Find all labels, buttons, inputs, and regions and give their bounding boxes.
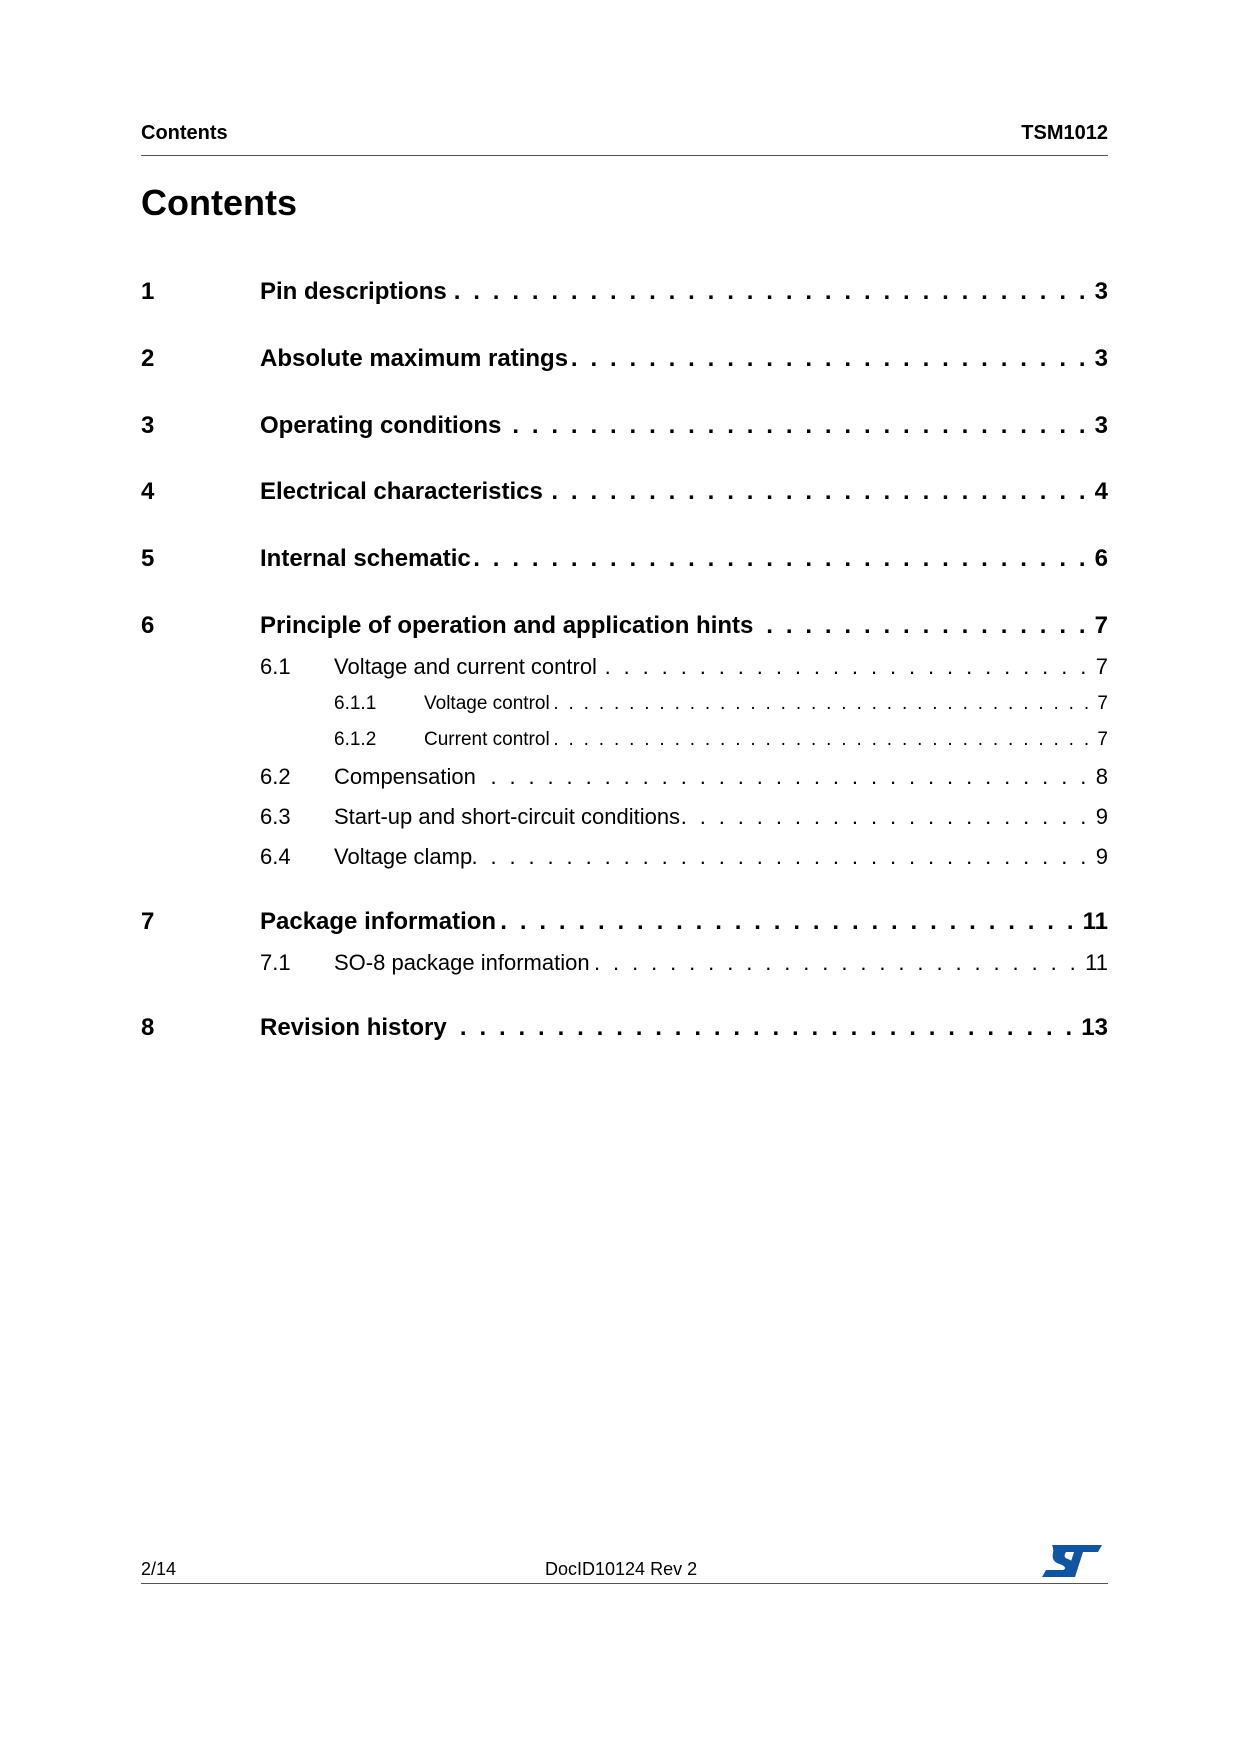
toc-entry-6-1-1[interactable]	[334, 693, 1108, 715]
toc-entry-title: Voltage clamp	[334, 844, 473, 869]
toc-entry-title: Operating conditions	[260, 412, 502, 439]
toc-entry-2[interactable]	[141, 345, 1108, 373]
toc-entry-page: 7	[1094, 612, 1108, 639]
toc-entry-page: 13	[1081, 1014, 1108, 1041]
toc-entry-number: 7.1	[260, 950, 291, 975]
toc-entry-number: 4	[141, 478, 155, 505]
toc-entry-page: 4	[1094, 478, 1108, 505]
toc-entry-4[interactable]	[141, 478, 1108, 506]
toc-leader-dots	[590, 950, 1086, 976]
toc-leader-dots	[550, 729, 1098, 751]
toc-entry-page: 3	[1094, 412, 1108, 439]
toc-entry-number: 6.4	[260, 844, 291, 869]
toc-entry-number: 6	[141, 612, 155, 639]
toc-leader-dots	[501, 412, 1094, 440]
toc-leader-dots	[568, 345, 1095, 373]
toc-entry-6-1-2[interactable]	[334, 729, 1108, 751]
st-logo-icon	[1040, 1543, 1104, 1579]
toc-entry-6-2[interactable]	[260, 764, 1108, 790]
toc-entry-5[interactable]	[141, 545, 1108, 573]
footer-divider	[141, 1583, 1108, 1584]
toc-entry-title: Pin descriptions	[260, 278, 447, 305]
toc-entry-6-1[interactable]	[260, 654, 1108, 680]
toc-leader-dots	[471, 545, 1095, 573]
toc-entry-page: 7	[1097, 729, 1108, 750]
toc-entry-1[interactable]	[141, 278, 1108, 306]
header-divider	[141, 155, 1108, 156]
toc-entry-page: 3	[1094, 345, 1108, 372]
toc-leader-dots	[447, 1014, 1082, 1042]
toc-entry-title: Voltage control	[424, 693, 550, 714]
toc-entry-number: 7	[141, 908, 155, 935]
toc-entry-6[interactable]	[141, 612, 1108, 640]
toc-entry-7-1[interactable]	[260, 950, 1108, 976]
toc-entry-title: SO-8 package information	[334, 950, 590, 975]
toc-entry-6-3[interactable]	[260, 804, 1108, 830]
toc-entry-title: Revision history	[260, 1014, 447, 1041]
toc-entry-title: Start-up and short-circuit conditions	[334, 804, 681, 829]
toc-entry-number: 2	[141, 345, 155, 372]
toc-entry-title: Electrical characteristics	[260, 478, 543, 505]
toc-leader-dots	[597, 654, 1096, 680]
page-number: 2/14	[141, 1559, 177, 1579]
toc-entry-title: Principle of operation and application hints	[260, 612, 754, 639]
toc-entry-page: 7	[1097, 693, 1108, 714]
toc-leader-dots	[496, 908, 1083, 936]
toc-entry-page: 9	[1095, 844, 1108, 869]
toc-entry-title: Compensation	[334, 764, 476, 789]
toc-entry-title: Current control	[424, 729, 550, 750]
toc-entry-7[interactable]	[141, 908, 1108, 936]
toc-leader-dots	[550, 693, 1098, 715]
document-id: DocID10124 Rev 2	[545, 1559, 698, 1579]
running-header-section: Contents	[141, 122, 228, 144]
toc-leader-dots	[472, 844, 1096, 870]
toc-entry-title: Package information	[260, 908, 497, 935]
toc-entry-3[interactable]	[141, 412, 1108, 440]
toc-entry-page: 6	[1094, 545, 1108, 572]
toc-entry-page: 11	[1082, 908, 1108, 935]
toc-entry-page: 9	[1095, 804, 1108, 829]
page-title: Contents	[141, 182, 297, 223]
toc-entry-number: 6.2	[260, 764, 291, 789]
toc-entry-title: Internal schematic	[260, 545, 471, 572]
toc-leader-dots	[543, 478, 1095, 506]
toc-leader-dots	[476, 764, 1096, 790]
toc-entry-6-4[interactable]	[260, 844, 1108, 870]
toc-entry-number: 8	[141, 1014, 155, 1041]
running-header-part-number: TSM1012	[1021, 122, 1108, 144]
toc-entry-8[interactable]	[141, 1014, 1108, 1042]
toc-entry-number: 3	[141, 412, 155, 439]
toc-entry-page: 7	[1095, 654, 1108, 679]
toc-leader-dots	[753, 612, 1094, 640]
toc-leader-dots	[447, 278, 1095, 306]
toc-entry-number: 6.3	[260, 804, 291, 829]
toc-entry-page: 11	[1085, 950, 1108, 975]
toc-entry-number: 1	[141, 278, 155, 305]
toc-entry-page: 3	[1094, 278, 1108, 305]
toc-entry-title: Absolute maximum ratings	[260, 345, 569, 372]
toc-entry-title: Voltage and current control	[334, 654, 597, 679]
toc-leader-dots	[680, 804, 1096, 830]
toc-entry-number: 5	[141, 545, 155, 572]
toc-entry-number: 6.1	[260, 654, 291, 679]
toc-entry-number: 6.1.2	[334, 729, 377, 750]
toc-entry-number: 6.1.1	[334, 693, 377, 714]
toc-entry-page: 8	[1095, 764, 1108, 789]
